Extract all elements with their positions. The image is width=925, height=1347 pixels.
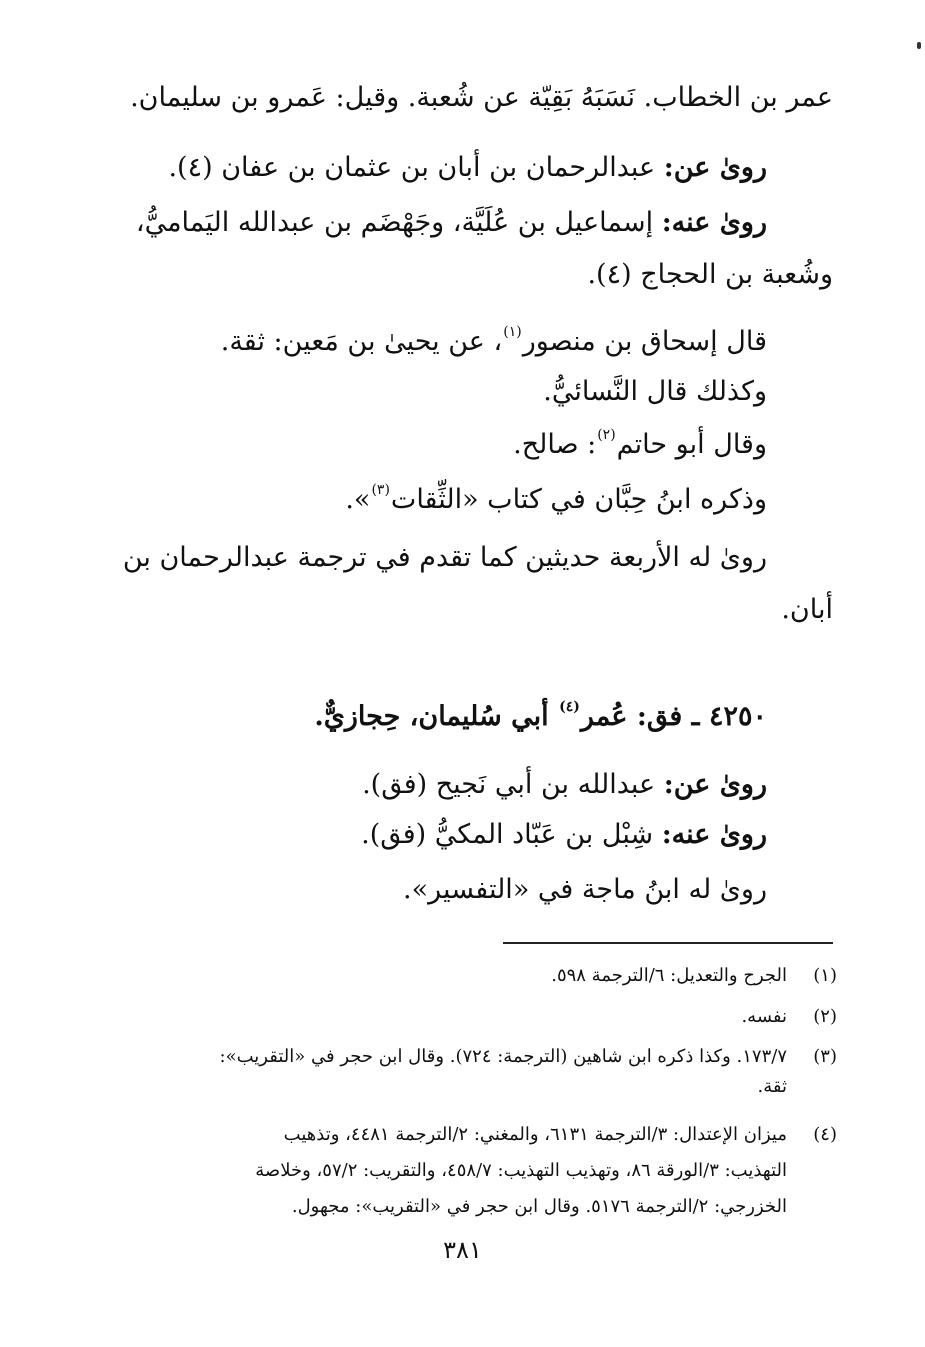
text-line-7b: : صالح. — [513, 429, 597, 460]
footnote-3-text-2: ثقة. — [757, 1076, 787, 1097]
footnote-2-text: نفسه. — [741, 1006, 787, 1027]
footnote-3-text-1: ١٧٣/٧. وكذا ذكره ابن شاهين (الترجمة: ٧٢٤). وقال ابن حجر في «التقريب»: — [219, 1046, 787, 1067]
narrated-from-label: روىٰ عن: — [663, 152, 767, 183]
footnote-4-text-3: الخزرجي: ٢/الترجمة ٥١٧٦. وقال ابن حجر في «التقريب»: مجهول. — [291, 1196, 787, 1217]
text-line-8 — [345, 480, 767, 520]
footnote-ref-3[interactable]: (٣) — [371, 482, 390, 498]
entry-heading-prefix: ٤٢٥٠ ـ فق: عُمر — [580, 701, 767, 732]
text-line-7a: وقال أبو حاتم — [616, 429, 767, 460]
footnote-4-number: (٤) — [813, 1124, 837, 1145]
text-line-8a: وذكره ابنُ حِبَّان في كتاب «الثِّقات — [390, 484, 767, 515]
footnote-1-text: الجرح والتعديل: ٦/الترجمة ٥٩٨. — [551, 965, 787, 986]
entry-heading — [314, 697, 767, 737]
entry-to-label: روىٰ عنه: — [661, 819, 767, 850]
footnote-separator — [503, 942, 833, 944]
entry-heading-suffix: أبي سُليمان، حِجازيٌّ. — [314, 701, 559, 732]
footnote-3-number: (٣) — [813, 1046, 837, 1067]
text-line-4: وشُعبة بن الحجاج (٤). — [587, 259, 833, 290]
entry-from-line — [362, 765, 767, 805]
entry-last-line: روىٰ له ابنُ ماجة في «التفسير». — [403, 874, 767, 905]
narrated-from-line — [168, 148, 767, 188]
footnote-ref-4[interactable]: (٤) — [559, 699, 580, 715]
footnote-2-number: (٢) — [813, 1006, 837, 1027]
text-line-7 — [513, 425, 767, 465]
text-line-9: روىٰ له الأربعة حديثين كما تقدم في ترجمة عبدالرحمان بن — [122, 542, 767, 573]
text-line-5 — [221, 322, 767, 362]
margin-mark — [917, 42, 921, 49]
text-line-1: عمر بن الخطاب. نَسَبَهُ بَقِيّة عن شُعبة. وقيل: عَمرو بن سليمان. — [130, 82, 833, 113]
text-line-5a: قال إسحاق بن منصور — [522, 326, 767, 357]
footnote-4-text-1: ميزان الإعتدال: ٣/الترجمة ٦١٣١، والمغني: ٢/الترجمة ٤٤٨١، وتذهيب — [283, 1124, 787, 1145]
entry-to-line — [361, 815, 767, 855]
text-line-6: وكذلك قال النَّسائيُّ. — [543, 376, 767, 407]
text-line-8b: ». — [345, 484, 371, 515]
entry-from-label: روىٰ عن: — [663, 769, 767, 800]
footnote-ref-1[interactable]: (١) — [503, 324, 522, 340]
narrated-from-text: عبدالرحمان بن أبان بن عثمان بن عفان (٤). — [168, 152, 656, 183]
narrated-by-text: إسماعيل بن عُلَيَّة، وجَهْضَم بن عبدالله اليَماميُّ، — [135, 207, 654, 238]
footnote-ref-2[interactable]: (٢) — [597, 427, 616, 443]
footnote-4-text-2: التهذيب: ٣/الورقة ٨٦، وتهذيب التهذيب: ٤٥٨/٧، والتقريب: ٥٧/٢، وخلاصة — [255, 1160, 787, 1181]
narrated-by-label: روىٰ عنه: — [661, 207, 767, 238]
entry-to-text: شِبْل بن عَبّاد المكيُّ (فق). — [361, 819, 662, 850]
narrated-by-line — [136, 203, 767, 243]
page-number: ٣٨١ — [443, 1236, 482, 1264]
text-line-10: أبان. — [781, 594, 833, 625]
entry-from-text: عبدالله بن أبي نَجيح (فق). — [362, 769, 664, 800]
footnote-1-number: (١) — [813, 965, 837, 986]
text-line-5b: ، عن يحيىٰ بن مَعين: ثقة. — [220, 326, 503, 357]
